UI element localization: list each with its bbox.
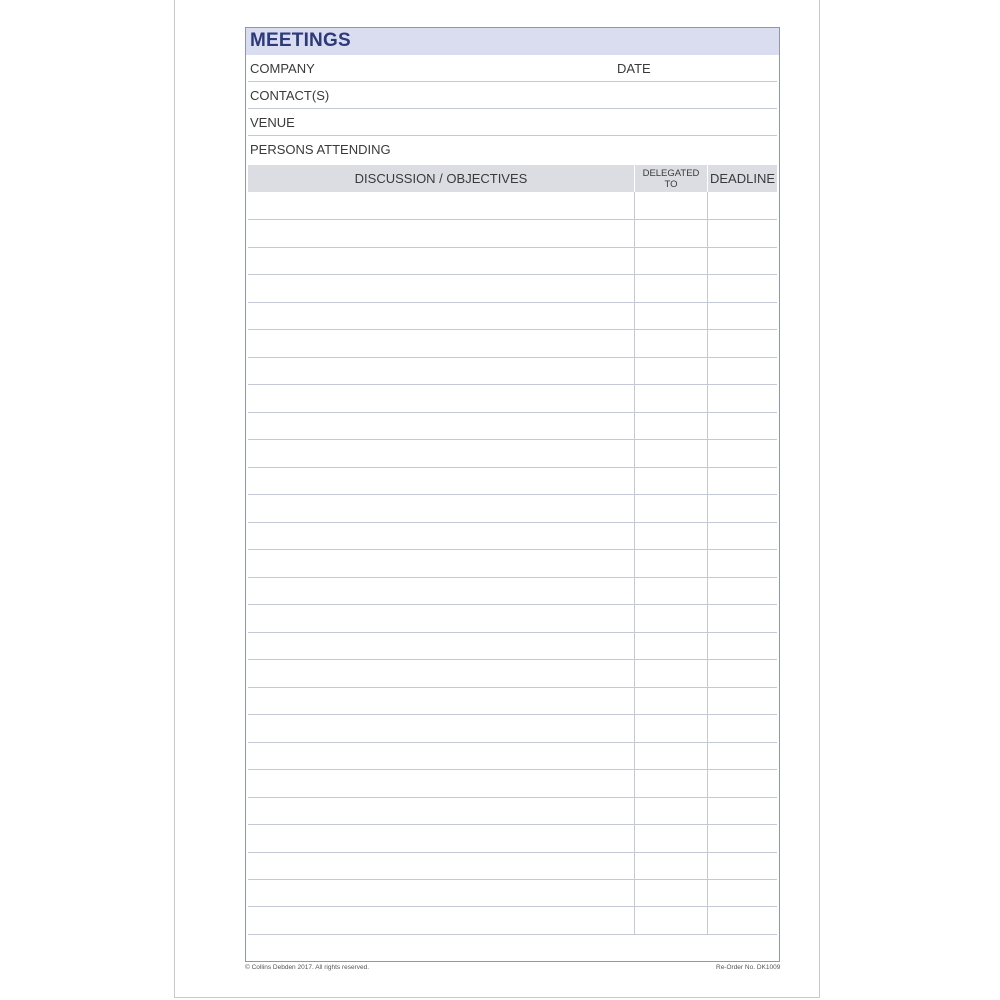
table-row-line[interactable] [248,659,777,660]
table-row-line[interactable] [248,742,777,743]
table-row-line[interactable] [248,906,777,907]
table-row-line[interactable] [248,879,777,880]
deadline-header: DEADLINE [707,165,777,192]
company-row[interactable] [248,55,777,82]
table-row-line[interactable] [248,824,777,825]
reorder-footer: Re-Order No. DK1009 [716,964,781,971]
persons-attending-row[interactable] [248,136,777,163]
table-row-line[interactable] [248,494,777,495]
table-row-line[interactable] [248,852,777,853]
table-row-line[interactable] [248,357,777,358]
table-row-line[interactable] [248,384,777,385]
delegated-column-divider [634,192,635,934]
form-title: MEETINGS [250,30,351,51]
table-row-line[interactable] [248,577,777,578]
table-row-line[interactable] [248,934,777,935]
table-row-line[interactable] [248,329,777,330]
venue-label: VENUE [250,115,295,130]
discussion-header: DISCUSSION / OBJECTIVES [354,171,528,186]
venue-row[interactable] [248,109,777,136]
table-row-line[interactable] [248,632,777,633]
meetings-form [245,27,780,962]
company-label: COMPANY [250,61,315,76]
table-row-line[interactable] [248,522,777,523]
table-row-line[interactable] [248,769,777,770]
table-row-line[interactable] [248,412,777,413]
date-label: DATE [617,61,651,76]
table-row-line[interactable] [248,604,777,605]
delegated-header-line2: TO [664,179,678,190]
table-row-line[interactable] [248,549,777,550]
copyright-footer: © Collins Debden 2017. All rights reserved. [245,964,370,971]
title-bar [246,28,779,55]
table-row-line[interactable] [248,219,777,220]
delegated-header [634,165,707,192]
contacts-row[interactable] [248,82,777,109]
table-row-line[interactable] [248,247,777,248]
contacts-label: CONTACT(S) [250,88,330,103]
table-row-line[interactable] [248,274,777,275]
delegated-header-line1: DELEGATED [642,168,700,179]
table-row-line[interactable] [248,687,777,688]
table-header [248,165,777,192]
persons-attending-label: PERSONS ATTENDING [250,142,391,157]
table-row-line[interactable] [248,439,777,440]
table-row-line[interactable] [248,302,777,303]
table-row-line[interactable] [248,797,777,798]
table-row-line[interactable] [248,467,777,468]
deadline-column-divider [707,192,708,934]
table-row-line[interactable] [248,714,777,715]
